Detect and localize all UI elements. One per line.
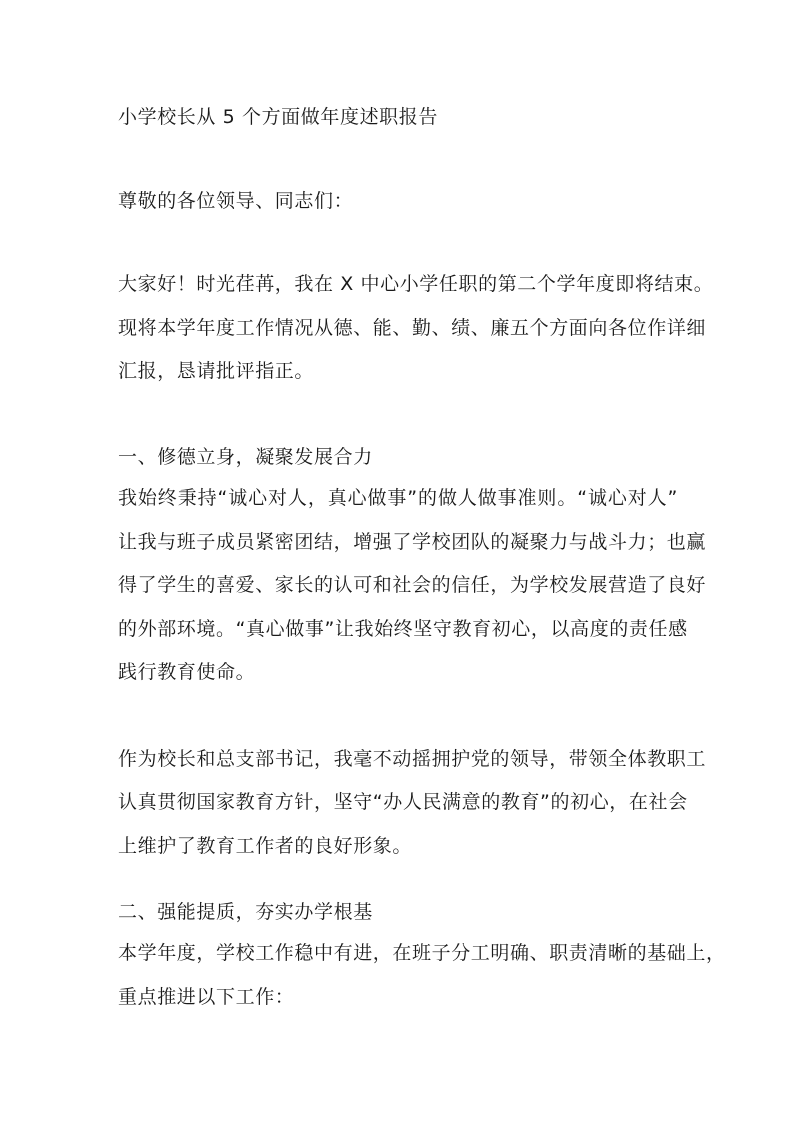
paragraph-line: 践行教育使命。 xyxy=(118,661,256,683)
paragraph-line: 让我与班子成员紧密团结，增强了学校团队的凝聚力与战斗力；也赢 xyxy=(118,531,707,553)
paragraph-line: 的外部环境。“真心做事”让我始终坚守教育初心，以高度的责任感 xyxy=(118,618,688,640)
paragraph-line: 我始终秉持“诚心对人，真心做事”的做人做事准则。“诚心对人” xyxy=(118,487,678,509)
section-heading: 二、强能提质，夯实办学根基 xyxy=(118,901,373,923)
paragraph-line: 大家好！时光荏苒，我在 X 中心小学任职的第二个学年度即将结束。 xyxy=(118,273,714,295)
section-heading: 一、修德立身，凝聚发展合力 xyxy=(118,446,373,468)
paragraph-line: 认真贯彻国家教育方针，坚守“办人民满意的教育”的初心，在社会 xyxy=(118,791,688,813)
paragraph-line: 本学年度，学校工作稳中有进，在班子分工明确、职责清晰的基础上， xyxy=(118,942,726,964)
paragraph-line: 现将本学年度工作情况从德、能、勤、绩、廉五个方面向各位作详细 xyxy=(118,317,707,339)
paragraph-line: 得了学生的喜爱、家长的认可和社会的信任，为学校发展营造了良好 xyxy=(118,574,707,596)
paragraph-line: 重点推进以下工作： xyxy=(118,986,295,1008)
paragraph-line: 作为校长和总支部书记，我毫不动摇拥护党的领导，带领全体教职工 xyxy=(118,748,707,770)
salutation: 尊敬的各位领导、同志们： xyxy=(118,190,354,212)
paragraph-line: 汇报，恳请批评指正。 xyxy=(118,360,315,382)
paragraph-line: 上维护了教育工作者的良好形象。 xyxy=(118,835,413,857)
document-title: 小学校长从 5 个方面做年度述职报告 xyxy=(118,106,438,128)
